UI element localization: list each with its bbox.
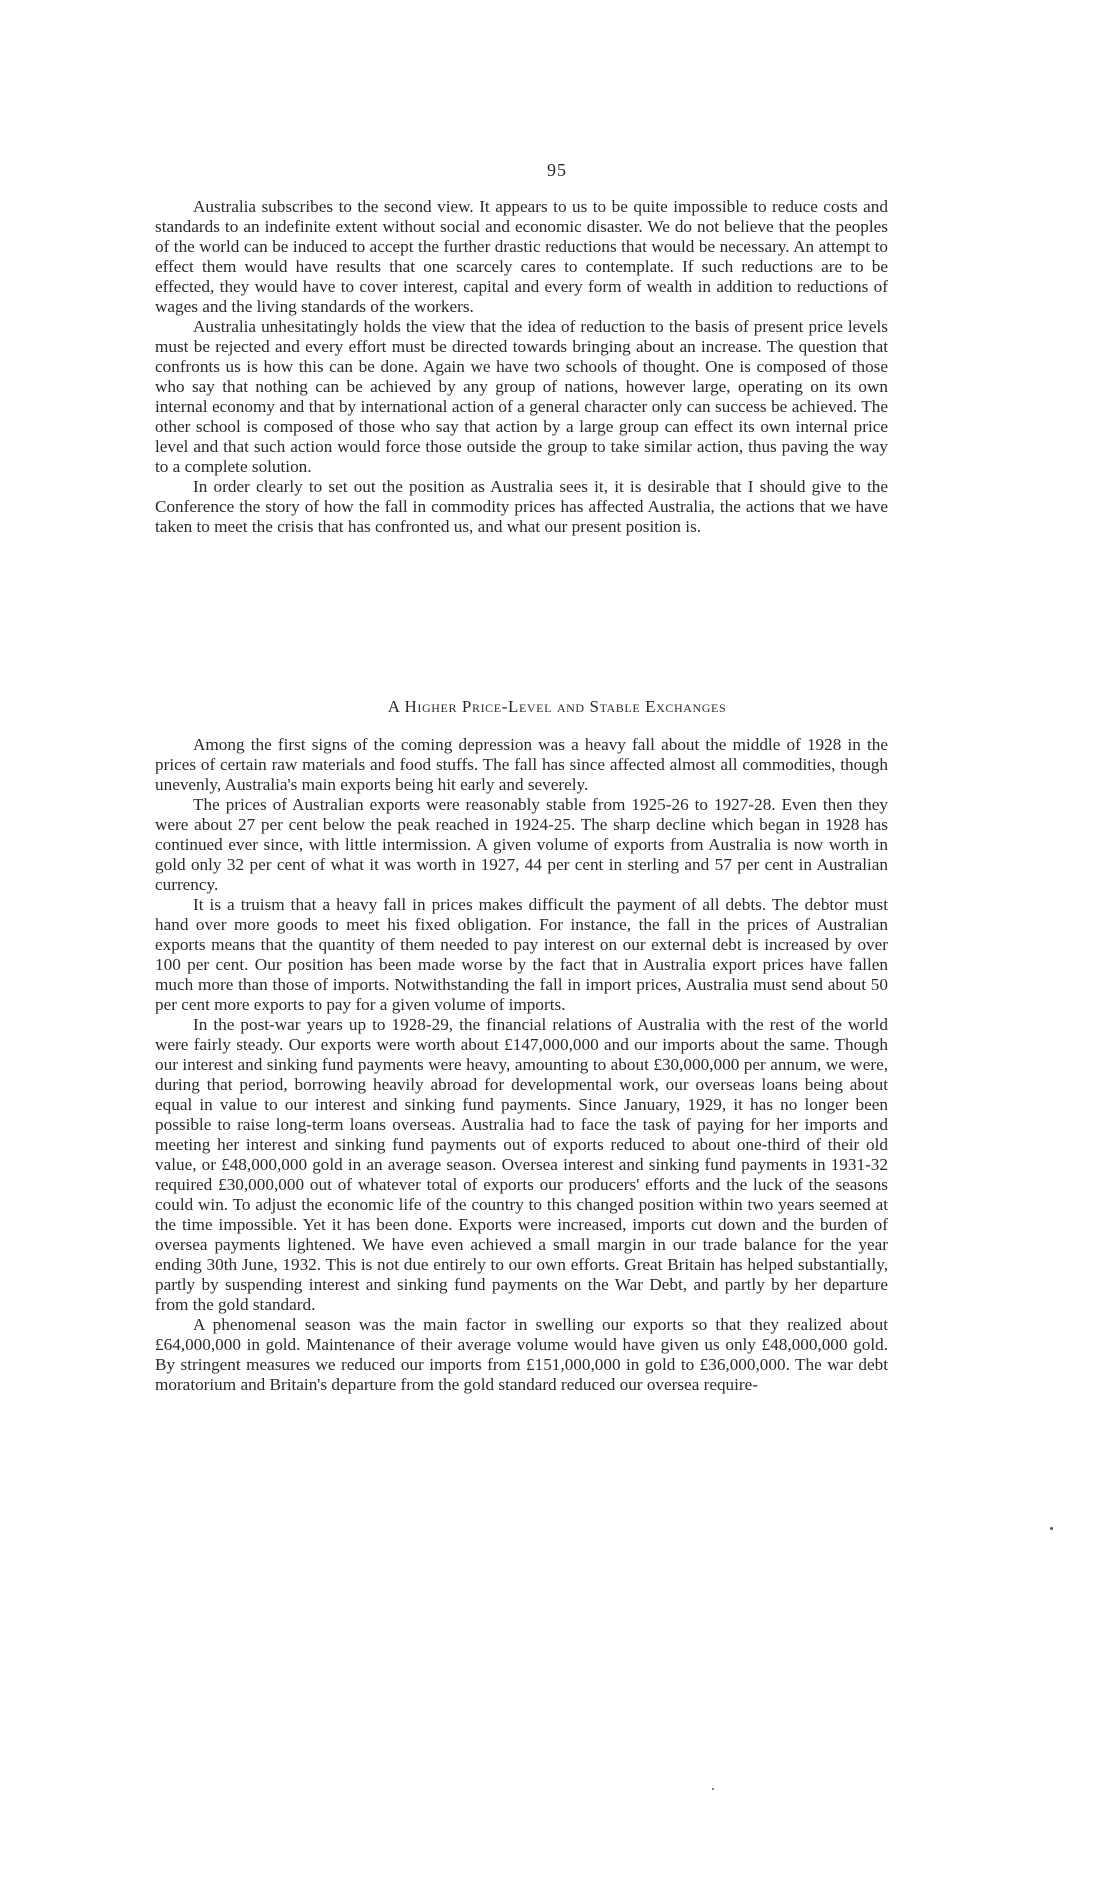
paragraph: Australia subscribes to the second view. It appears to us to be quite impossible to reduce costs and standards to an indefinite extent without social and economic disaster. We do not believe that the peoples of the world can be induced to accept the further drastic reductions that would be necessary. An attempt to effect them would have results that one scarcely cares to contemplate. If such reductions are to be effected, they would have to cover interest, capital and every form of wealth in addition to reductions of wages and the living standards of the workers. [155, 197, 888, 316]
paragraph: Among the first signs of the coming depression was a heavy fall about the middle of 1928 in the prices of certain raw materials and food stuffs. The fall has since affected almost all commodities, though unevenly, Australia's main exports being hit early and severely. [155, 735, 888, 794]
paragraph: In order clearly to set out the position as Australia sees it, it is desirable that I should give to the Conference the story of how the fall in commodity prices has affected Australia, the actions that we have taken to meet the crisis that has confronted us, and what our present position is. [155, 477, 888, 536]
scan-speck [1050, 1527, 1053, 1530]
page-number: 95 [547, 160, 567, 180]
scan-speck [712, 1788, 714, 1790]
paragraph: Australia unhesitatingly holds the view that the idea of reduction to the basis of present price levels must be rejected and every effort must be directed towards bringing about an increase. The question that confronts us is how this can be done. Again we have two schools of thought. One is composed of those who say that nothing can be achieved by any group of nations, however large, operating on its own internal economy and that by international action of a general character only can success be achieved. The other school is composed of those who say that action by a large group can effect its own internal price level and that such action would force those outside the group to take similar action, thus paving the way to a complete solution. [155, 317, 888, 476]
paragraph: The prices of Australian exports were reasonably stable from 1925-26 to 1927-28. Even then they were about 27 per cent below the peak reached in 1924-25. The sharp decline which began in 1928 has continued ever since, with little intermission. A given volume of exports from Australia is now worth in gold only 32 per cent of what it was worth in 1927, 44 per cent in sterling and 57 per cent in Australian currency. [155, 795, 888, 894]
section-text-block [155, 735, 888, 1395]
section-heading: A Higher Price-Level and Stable Exchanges [387, 697, 727, 716]
paragraph: A phenomenal season was the main factor in swelling our exports so that they realized about £64,000,000 in gold. Maintenance of their average volume would have given us only £48,000,000 gold. By stringent measures we reduced our imports from £151,000,000 in gold to £36,000,000. The war debt moratorium and Britain's departure from the gold standard reduced our oversea require- [155, 1315, 888, 1394]
opening-text-block [155, 197, 888, 537]
paragraph: It is a truism that a heavy fall in prices makes difficult the payment of all debts. The debtor must hand over more goods to meet his fixed obligation. For instance, the fall in the prices of Australian exports means that the quantity of them needed to pay interest on our external debt is increased by over 100 per cent. Our position has been made worse by the fact that in Australia export prices have fallen much more than those of imports. Notwithstanding the fall in import prices, Australia must send about 50 per cent more exports to pay for a given volume of imports. [155, 895, 888, 1014]
paragraph: In the post-war years up to 1928-29, the financial relations of Australia with the rest of the world were fairly steady. Our exports were worth about £147,000,000 and our imports about the same. Though our interest and sinking fund payments were heavy, amounting to about £30,000,000 per annum, we were, during that period, borrowing heavily abroad for developmental work, our overseas loans being about equal in value to our interest and sinking fund payments. Since January, 1929, it has no longer been possible to raise long-term loans overseas. Australia had to face the task of paying for her imports and meeting her interest and sinking fund payments out of exports reduced to about one-third of their old value, or £48,000,000 gold in an average season. Oversea interest and sinking fund payments in 1931-32 required £30,000,000 out of whatever total of exports our producers' efforts and the luck of the seasons could win. To adjust the economic life of the country to this changed position within two years seemed at the time impossible. Yet it has been done. Exports were increased, imports cut down and the burden of oversea payments lightened. We have even achieved a small margin in our trade balance for the year ending 30th June, 1932. This is not due entirely to our own efforts. Great Britain has helped substantially, partly by suspending interest and sinking fund payments on the War Debt, and partly by her departure from the gold standard. [155, 1015, 888, 1314]
